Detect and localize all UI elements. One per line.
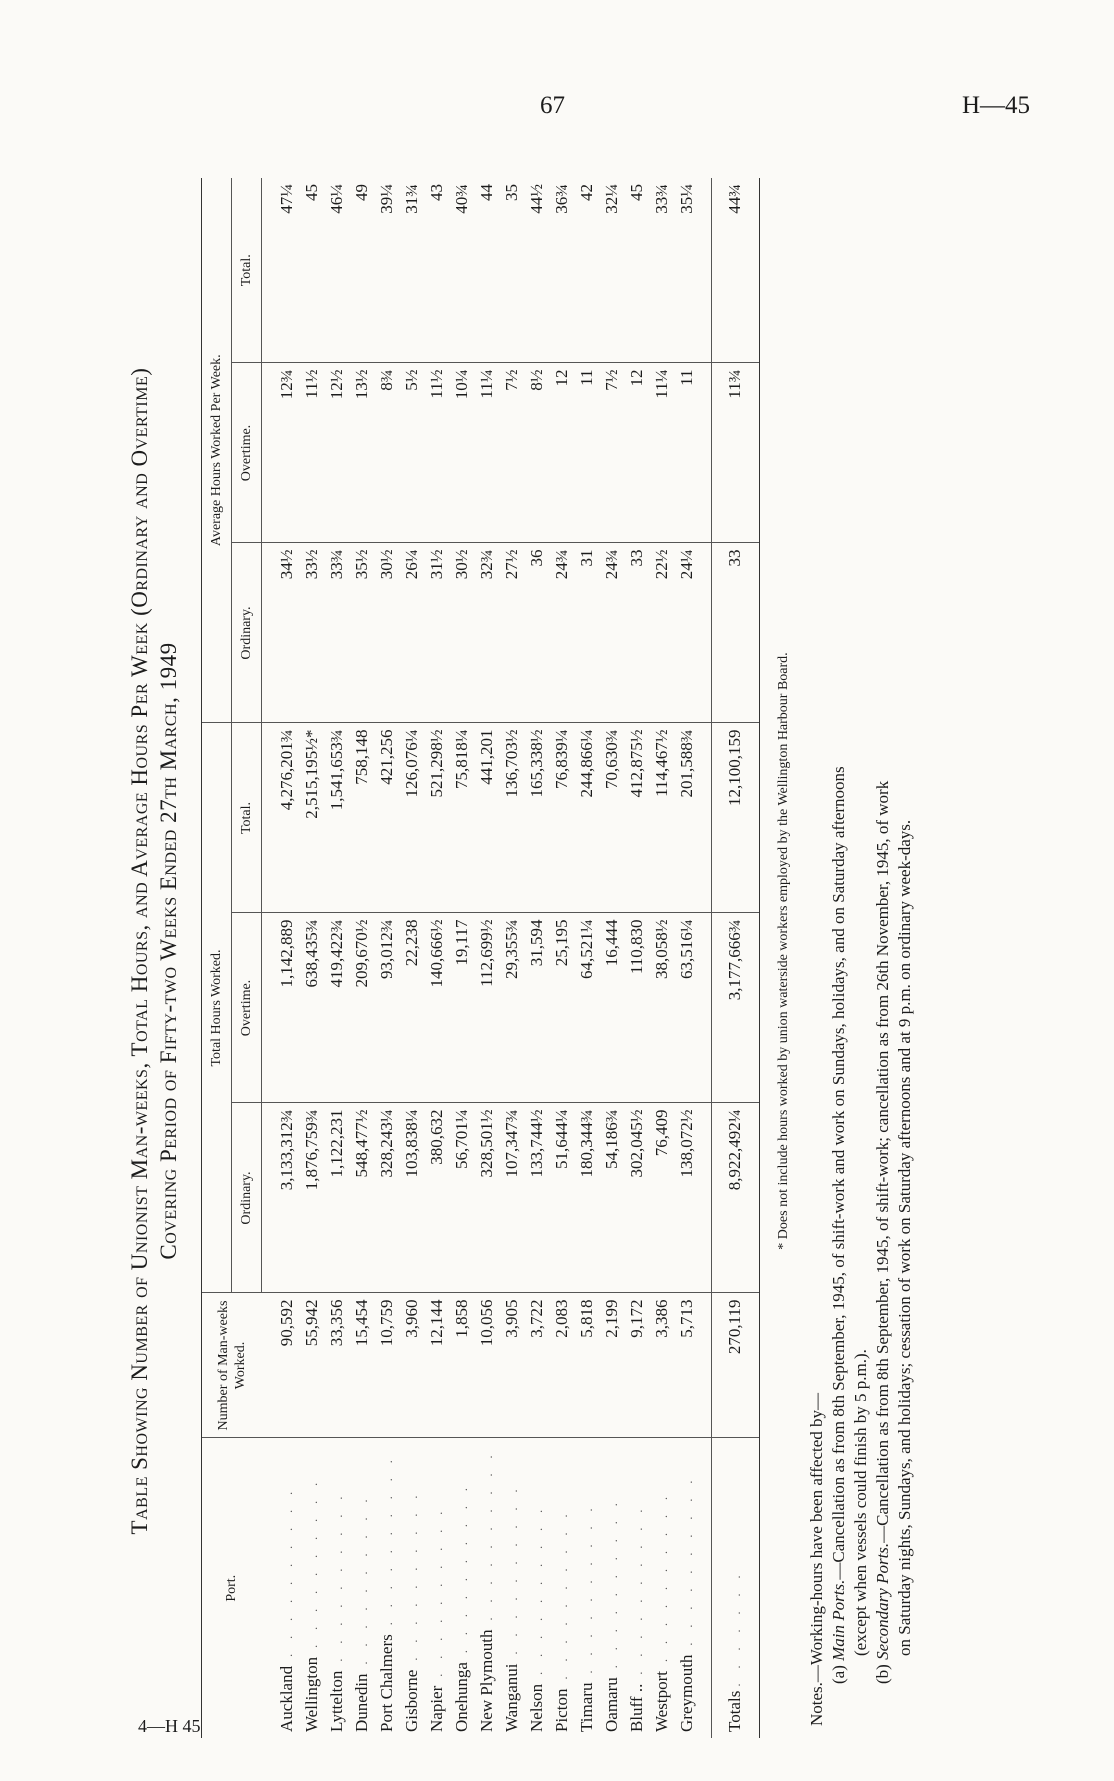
avg-overtime-cell: 13½ bbox=[350, 363, 375, 543]
table-row bbox=[500, 178, 525, 1738]
ordinary-hours-cell: 328,501½ bbox=[475, 1103, 500, 1293]
avg-overtime-cell: 12½ bbox=[325, 363, 350, 543]
avg-total-cell: 43 bbox=[425, 178, 450, 363]
man-weeks-cell: 3,960 bbox=[400, 1293, 425, 1438]
header-man-weeks: Number of Man-weeks Worked. bbox=[202, 1293, 262, 1438]
avg-overtime-cell: 11¼ bbox=[475, 363, 500, 543]
total-hours-cell: 114,467½ bbox=[650, 723, 675, 913]
avg-overtime-cell: 12 bbox=[625, 363, 650, 543]
table-row bbox=[262, 178, 300, 1738]
ordinary-hours-cell: 3,133,312¾ bbox=[262, 1103, 300, 1293]
man-weeks-cell: 5,818 bbox=[575, 1293, 600, 1438]
avg-ordinary-cell: 32¾ bbox=[475, 543, 500, 723]
avg-ordinary-cell: 27½ bbox=[500, 543, 525, 723]
total-hours-cell: 758,148 bbox=[350, 723, 375, 913]
totals-avg-overtime: 11¾ bbox=[711, 363, 759, 543]
avg-ordinary-cell: 24¼ bbox=[675, 543, 712, 723]
overtime-hours-cell: 209,670½ bbox=[350, 913, 375, 1103]
avg-overtime-cell: 11½ bbox=[425, 363, 450, 543]
table-row bbox=[350, 178, 375, 1738]
man-weeks-cell: 1,858 bbox=[450, 1293, 475, 1438]
header-avg-ordinary: Ordinary. bbox=[232, 543, 262, 723]
ordinary-hours-cell: 76,409 bbox=[650, 1103, 675, 1293]
man-weeks-cell: 9,172 bbox=[625, 1293, 650, 1438]
total-hours-cell: 136,703½ bbox=[500, 723, 525, 913]
total-hours-cell: 441,201 bbox=[475, 723, 500, 913]
totals-avg-total: 44¾ bbox=[711, 178, 759, 363]
table-row bbox=[575, 178, 600, 1738]
port-cell: Picton . . . . . . . . . . bbox=[551, 1508, 571, 1732]
totals-man-weeks: 270,119 bbox=[711, 1293, 759, 1438]
port-cell: Wanganui . . . . . . . . . . bbox=[501, 1483, 521, 1732]
overtime-hours-cell: 29,355¾ bbox=[500, 913, 525, 1103]
port-cell: Timaru . . . . . . . . . . bbox=[576, 1502, 596, 1732]
total-hours-cell: 75,818¼ bbox=[450, 723, 475, 913]
table-row bbox=[425, 178, 450, 1738]
avg-total-cell: 35 bbox=[500, 178, 525, 363]
avg-overtime-cell: 11 bbox=[575, 363, 600, 543]
avg-total-cell: 49 bbox=[350, 178, 375, 363]
avg-ordinary-cell: 33 bbox=[625, 543, 650, 723]
overtime-hours-cell: 110,830 bbox=[625, 913, 650, 1103]
header-total-overtime: Overtime. bbox=[232, 913, 262, 1103]
port-cell: Bluff .. . . . . . . . . . . bbox=[626, 1503, 646, 1732]
avg-ordinary-cell: 35½ bbox=[350, 543, 375, 723]
total-hours-cell: 4,276,201¾ bbox=[262, 723, 300, 913]
table-row bbox=[475, 178, 500, 1738]
avg-total-cell: 36¾ bbox=[550, 178, 575, 363]
port-cell: Auckland . . . . . . . . . . bbox=[276, 1485, 296, 1732]
totals-overtime: 3,177,666¾ bbox=[711, 913, 759, 1103]
avg-overtime-cell: 11½ bbox=[300, 363, 325, 543]
port-cell: Nelson . . . . . . . . . . bbox=[526, 1503, 546, 1732]
man-weeks-cell: 15,454 bbox=[350, 1293, 375, 1438]
avg-overtime-cell: 11 bbox=[675, 363, 712, 543]
header-total-ordinary: Ordinary. bbox=[232, 1103, 262, 1293]
avg-ordinary-cell: 30½ bbox=[450, 543, 475, 723]
total-hours-cell: 244,866¼ bbox=[575, 723, 600, 913]
man-weeks-cell: 3,386 bbox=[650, 1293, 675, 1438]
header-avg-total: Total. bbox=[232, 178, 262, 363]
man-weeks-cell: 12,144 bbox=[425, 1293, 450, 1438]
port-cell: Dunedin . . . . . . . . . . bbox=[351, 1493, 371, 1732]
avg-ordinary-cell: 36 bbox=[525, 543, 550, 723]
avg-ordinary-cell: 31 bbox=[575, 543, 600, 723]
document-id: H—45 bbox=[962, 92, 1031, 119]
avg-total-cell: 47¼ bbox=[262, 178, 300, 363]
man-weeks-cell: 10,759 bbox=[375, 1293, 400, 1438]
table-row bbox=[400, 178, 425, 1738]
overtime-hours-cell: 19,117 bbox=[450, 913, 475, 1103]
header-total-total: Total. bbox=[232, 723, 262, 913]
overtime-hours-cell: 38,058½ bbox=[650, 913, 675, 1103]
ordinary-hours-cell: 328,243¼ bbox=[375, 1103, 400, 1293]
overtime-hours-cell: 1,142,889 bbox=[262, 913, 300, 1103]
overtime-hours-cell: 638,435¾ bbox=[300, 913, 325, 1103]
port-cell: New Plymouth . . . . . . . . . . bbox=[476, 1449, 496, 1732]
avg-total-cell: 45 bbox=[625, 178, 650, 363]
avg-total-cell: 44½ bbox=[525, 178, 550, 363]
table-row bbox=[625, 178, 650, 1738]
header-avg-overtime: Overtime. bbox=[232, 363, 262, 543]
total-hours-cell: 412,875½ bbox=[625, 723, 650, 913]
port-cell: Westport . . . . . . . . . . bbox=[651, 1491, 671, 1732]
table-row bbox=[325, 178, 350, 1738]
port-cell: Napier . . . . . . . . . . bbox=[426, 1505, 446, 1732]
overtime-hours-cell: 25,195 bbox=[550, 913, 575, 1103]
port-cell: Gisborne . . . . . . . . . . bbox=[401, 1489, 421, 1732]
avg-total-cell: 35¼ bbox=[675, 178, 712, 363]
ordinary-hours-cell: 56,701¼ bbox=[450, 1103, 475, 1293]
table-row bbox=[550, 178, 575, 1738]
man-weeks-cell: 10,056 bbox=[475, 1293, 500, 1438]
table-row bbox=[650, 178, 675, 1738]
table-row bbox=[675, 178, 712, 1738]
total-hours-cell: 126,076¼ bbox=[400, 723, 425, 913]
avg-total-cell: 32¼ bbox=[600, 178, 625, 363]
header-total-hours: Total Hours Worked. bbox=[202, 723, 232, 1293]
avg-overtime-cell: 8½ bbox=[525, 363, 550, 543]
avg-total-cell: 46¼ bbox=[325, 178, 350, 363]
overtime-hours-cell: 16,444 bbox=[600, 913, 625, 1103]
header-port: Port. bbox=[202, 1438, 262, 1738]
overtime-hours-cell: 140,666½ bbox=[425, 913, 450, 1103]
overtime-hours-cell: 93,012¾ bbox=[375, 913, 400, 1103]
man-weeks-cell: 3,905 bbox=[500, 1293, 525, 1438]
table-row bbox=[525, 178, 550, 1738]
avg-overtime-cell: 10¼ bbox=[450, 363, 475, 543]
notes-intro: Notes.—Working-hours have been affected by— bbox=[806, 1392, 826, 1726]
ordinary-hours-cell: 1,122,231 bbox=[325, 1103, 350, 1293]
ordinary-hours-cell: 180,344¾ bbox=[575, 1103, 600, 1293]
man-weeks-cell: 2,199 bbox=[600, 1293, 625, 1438]
ordinary-hours-cell: 380,632 bbox=[425, 1103, 450, 1293]
avg-total-cell: 31¾ bbox=[400, 178, 425, 363]
port-cell: Port Chalmers . . . . . . . . . . bbox=[376, 1454, 396, 1732]
avg-overtime-cell: 5½ bbox=[400, 363, 425, 543]
note-b: (b) Secondary Ports.—Cancellation as from 8th September, 1945, of shift-work; cancellation as from 26th November, 1945, of work bbox=[872, 780, 892, 1684]
avg-total-cell: 39¼ bbox=[375, 178, 400, 363]
avg-overtime-cell: 12 bbox=[550, 363, 575, 543]
footnote: * Does not include hours worked by union waterside workers employed by the Wellington Harbour Board. bbox=[775, 652, 791, 1250]
port-cell: Lyttelton . . . . . . . . . . bbox=[326, 1490, 346, 1732]
table-subtitle: Covering Period of Fifty-two Weeks Ended 27th March, 1949 bbox=[156, 642, 181, 1260]
avg-total-cell: 45 bbox=[300, 178, 325, 363]
ordinary-hours-cell: 54,186¾ bbox=[600, 1103, 625, 1293]
table-title: Table Showing Number of Unionist Man-weeks, Total Hours, and Average Hours Per Week (Ordinary and Overtime) bbox=[127, 367, 152, 1535]
avg-ordinary-cell: 33½ bbox=[300, 543, 325, 723]
port-cell: Oamaru . . . . . . . . . . bbox=[601, 1497, 621, 1732]
avg-ordinary-cell: 26¼ bbox=[400, 543, 425, 723]
hours-table bbox=[201, 178, 760, 1738]
man-weeks-cell: 3,722 bbox=[525, 1293, 550, 1438]
avg-ordinary-cell: 34½ bbox=[262, 543, 300, 723]
man-weeks-cell: 2,083 bbox=[550, 1293, 575, 1438]
man-weeks-cell: 33,356 bbox=[325, 1293, 350, 1438]
man-weeks-cell: 5,713 bbox=[675, 1293, 712, 1438]
avg-total-cell: 42 bbox=[575, 178, 600, 363]
ordinary-hours-cell: 302,045½ bbox=[625, 1103, 650, 1293]
table-row bbox=[600, 178, 625, 1738]
avg-ordinary-cell: 30½ bbox=[375, 543, 400, 723]
rotated-table-block bbox=[125, 158, 970, 1744]
port-cell: Greymouth . . . . . . . . . . bbox=[676, 1474, 696, 1732]
avg-ordinary-cell: 24¾ bbox=[550, 543, 575, 723]
overtime-hours-cell: 63,516¼ bbox=[675, 913, 712, 1103]
avg-ordinary-cell: 31½ bbox=[425, 543, 450, 723]
ordinary-hours-cell: 103,838¼ bbox=[400, 1103, 425, 1293]
page-number: 67 bbox=[540, 92, 565, 119]
avg-overtime-cell: 7½ bbox=[600, 363, 625, 543]
note-a: (a) Main Ports.—Cancellation as from 8th September, 1945, of shift-work and work on Sundays, holidays, and on Saturday afternoons bbox=[828, 766, 848, 1684]
ordinary-hours-cell: 107,347¾ bbox=[500, 1103, 525, 1293]
total-hours-cell: 201,588¾ bbox=[675, 723, 712, 913]
ordinary-hours-cell: 51,644¼ bbox=[550, 1103, 575, 1293]
avg-ordinary-cell: 22½ bbox=[650, 543, 675, 723]
table-row bbox=[375, 178, 400, 1738]
table-row bbox=[300, 178, 325, 1738]
overtime-hours-cell: 22,238 bbox=[400, 913, 425, 1103]
overtime-hours-cell: 31,594 bbox=[525, 913, 550, 1103]
total-hours-cell: 521,298½ bbox=[425, 723, 450, 913]
overtime-hours-cell: 419,422¾ bbox=[325, 913, 350, 1103]
avg-total-cell: 44 bbox=[475, 178, 500, 363]
footer-id: 4—H 45 bbox=[138, 1716, 201, 1736]
ordinary-hours-cell: 138,072½ bbox=[675, 1103, 712, 1293]
port-cell: Onehunga . . . . . . . . . . bbox=[451, 1482, 471, 1732]
note-b-continued: on Saturday nights, Sundays, and holidays; cessation of work on Saturday afternoons and at 9 p.m. on ordinary week-days. bbox=[894, 819, 914, 1656]
table-row bbox=[450, 178, 475, 1738]
totals-avg-ordinary: 33 bbox=[711, 543, 759, 723]
total-hours-cell: 165,338½ bbox=[525, 723, 550, 913]
port-cell: Wellington . . . . . . . . . . bbox=[301, 1476, 321, 1732]
man-weeks-cell: 55,942 bbox=[300, 1293, 325, 1438]
ordinary-hours-cell: 1,876,759¾ bbox=[300, 1103, 325, 1293]
ordinary-hours-cell: 548,477½ bbox=[350, 1103, 375, 1293]
overtime-hours-cell: 64,521¼ bbox=[575, 913, 600, 1103]
notes bbox=[806, 158, 916, 1726]
total-hours-cell: 1,541,653¾ bbox=[325, 723, 350, 913]
avg-overtime-cell: 11¼ bbox=[650, 363, 675, 543]
totals-label: Totals . . . . . . . bbox=[711, 1438, 759, 1738]
avg-ordinary-cell: 24¾ bbox=[600, 543, 625, 723]
totals-ordinary: 8,922,492¼ bbox=[711, 1103, 759, 1293]
total-hours-cell: 76,839¼ bbox=[550, 723, 575, 913]
avg-overtime-cell: 8¾ bbox=[375, 363, 400, 543]
overtime-hours-cell: 112,699½ bbox=[475, 913, 500, 1103]
man-weeks-cell: 90,592 bbox=[262, 1293, 300, 1438]
note-a-continued: (except when vessels could finish by 5 p.m.). bbox=[850, 1349, 870, 1656]
total-hours-cell: 421,256 bbox=[375, 723, 400, 913]
totals-row bbox=[711, 178, 759, 1738]
total-hours-cell: 70,630¾ bbox=[600, 723, 625, 913]
ordinary-hours-cell: 133,744½ bbox=[525, 1103, 550, 1293]
avg-total-cell: 40¾ bbox=[450, 178, 475, 363]
header-average-hours: Average Hours Worked Per Week. bbox=[202, 178, 232, 723]
totals-total: 12,100,159 bbox=[711, 723, 759, 913]
avg-overtime-cell: 12¾ bbox=[262, 363, 300, 543]
avg-total-cell: 33¾ bbox=[650, 178, 675, 363]
avg-overtime-cell: 7½ bbox=[500, 363, 525, 543]
total-hours-cell: 2,515,195½* bbox=[300, 723, 325, 913]
avg-ordinary-cell: 33¾ bbox=[325, 543, 350, 723]
